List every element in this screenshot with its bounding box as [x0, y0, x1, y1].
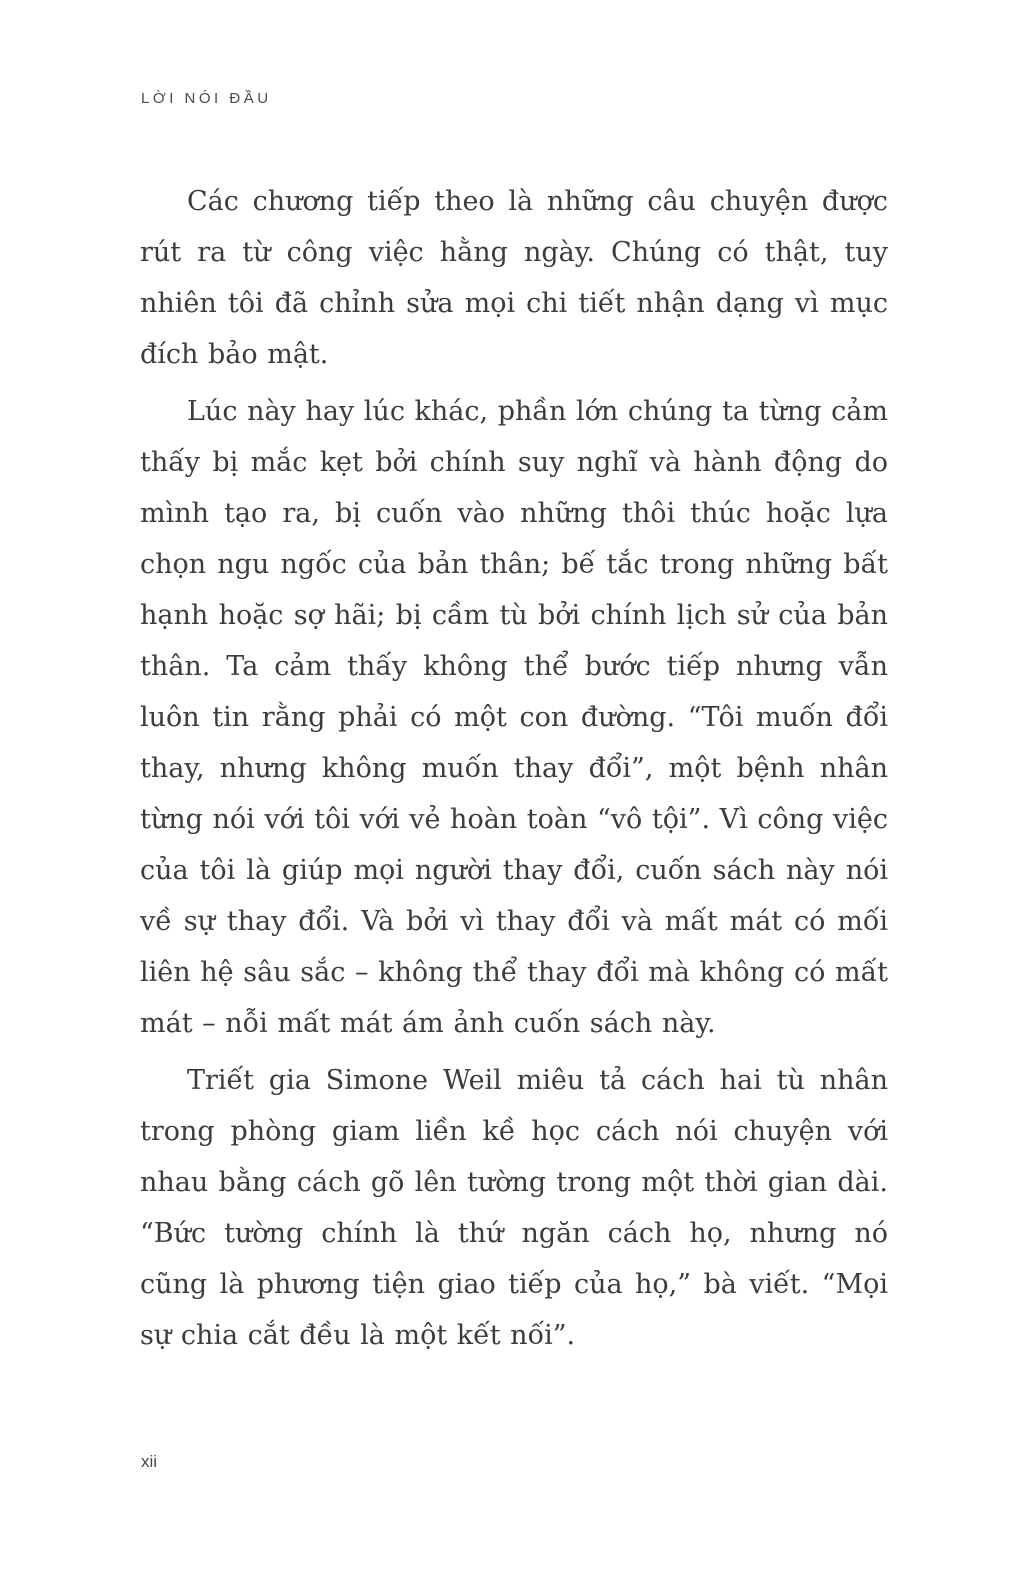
page-number: xii [141, 1452, 158, 1471]
paragraph: Triết gia Simone Weil miêu tả cách hai tù nhân trong phòng giam liền kề học cách nói chuyện với nhau bằng cách gõ lên tường trong một thời gian dài. “Bức tường chính là thứ ngăn cách họ, nhưng nó cũng là phương tiện giao tiếp của họ,” bà viết. “Mọi sự chia cắt đều là một kết nối”. [140, 1065, 888, 1351]
running-header: LỜI NÓI ĐẦU [141, 90, 272, 107]
body-text [140, 176, 888, 1367]
paragraph: Lúc này hay lúc khác, phần lớn chúng ta từng cảm thấy bị mắc kẹt bởi chính suy nghĩ và hành động do mình tạo ra, bị cuốn vào những thôi thúc hoặc lựa chọn ngu ngốc của bản thân; bế tắc trong những bất hạnh hoặc sợ hãi; bị cầm tù bởi chính lịch sử của bản thân. Ta cảm thấy không thể bước tiếp nhưng vẫn luôn tin rằng phải có một con đường. “Tôi muốn đổi thay, nhưng không muốn thay đổi”, một bệnh nhân từng nói với tôi với vẻ hoàn toàn “vô tội”. Vì công việc của tôi là giúp mọi người thay đổi, cuốn sách này nói về sự thay đổi. Và bởi vì thay đổi và mất mát có mối liên hệ sâu sắc – không thể thay đổi mà không có mất mát – nỗi mất mát ám ảnh cuốn sách này. [140, 396, 888, 1039]
paragraph: Các chương tiếp theo là những câu chuyện được rút ra từ công việc hằng ngày. Chúng có thật, tuy nhiên tôi đã chỉnh sửa mọi chi tiết nhận dạng vì mục đích bảo mật. [140, 186, 888, 370]
